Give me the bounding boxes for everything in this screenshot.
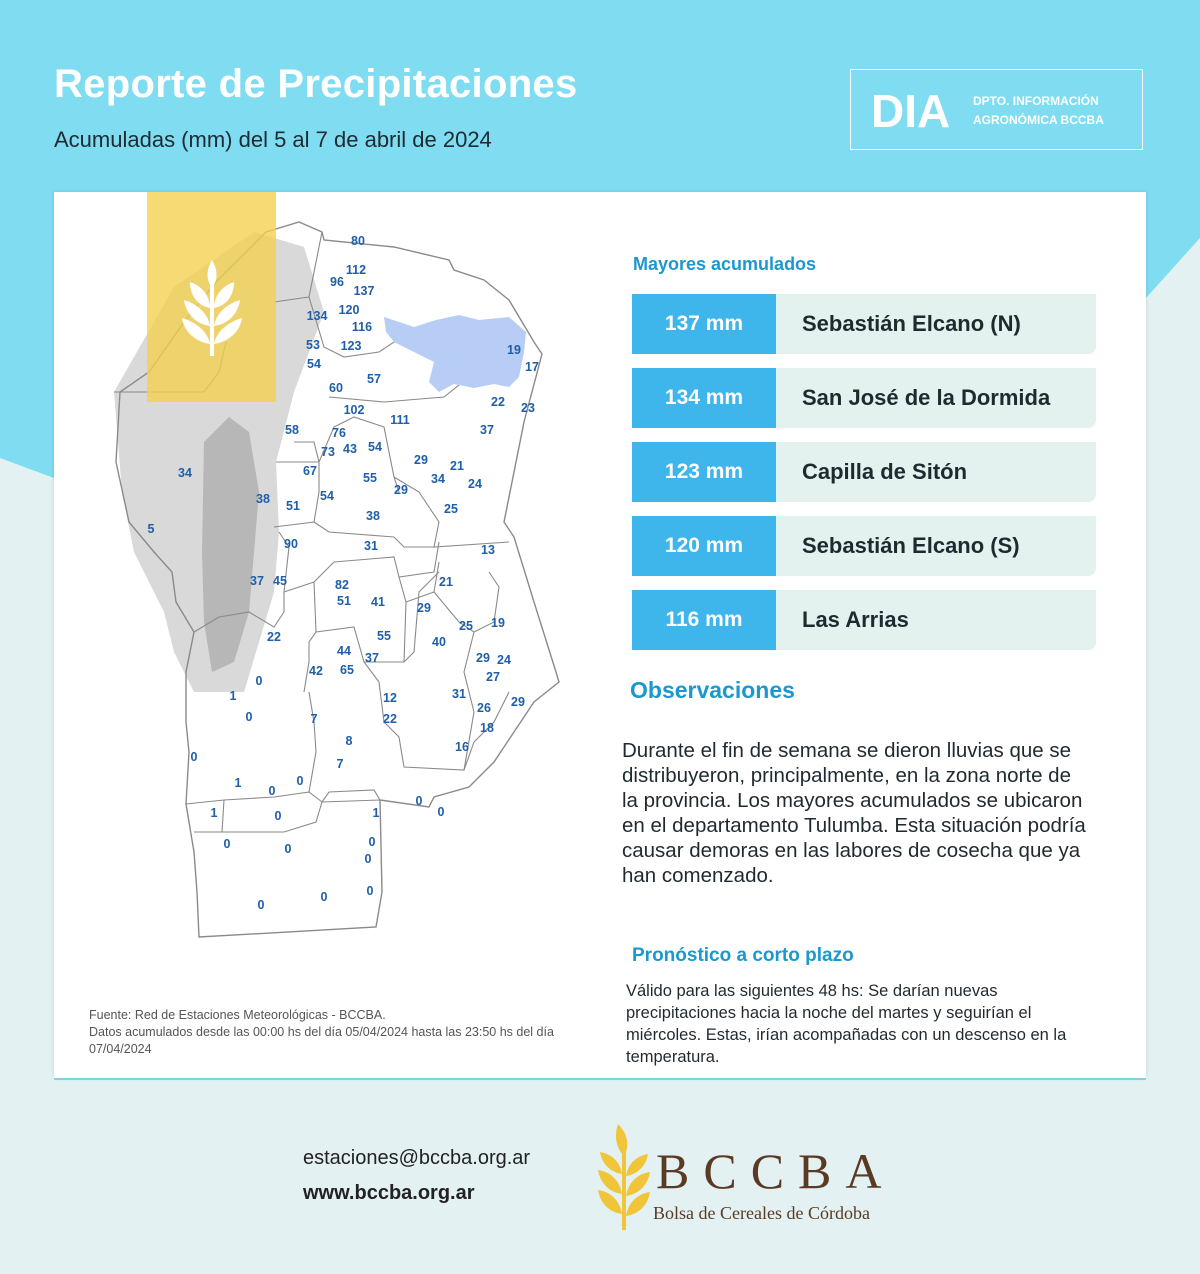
station-value: 80 <box>351 234 365 248</box>
station-value: 23 <box>521 401 535 415</box>
lake-mar-chiquita <box>384 315 526 392</box>
station-value: 1 <box>234 776 242 790</box>
station-value: 53 <box>306 338 320 352</box>
station-value: 0 <box>296 774 304 788</box>
station-value: 7 <box>336 757 344 771</box>
station-value: 29 <box>476 651 490 665</box>
rank-station-name: Capilla de Sitón <box>802 459 968 484</box>
station-value: 19 <box>491 616 505 630</box>
precipitation-map <box>54 192 614 992</box>
badge-main-text: DIA <box>871 85 951 137</box>
station-value: 55 <box>363 471 377 485</box>
station-value: 37 <box>480 423 494 437</box>
station-value: 51 <box>337 594 351 608</box>
station-value: 90 <box>284 537 298 551</box>
contact-email[interactable]: estaciones@bccba.org.ar <box>303 1147 531 1169</box>
station-value: 0 <box>320 890 328 904</box>
station-value: 0 <box>223 837 231 851</box>
station-value: 21 <box>450 459 464 473</box>
station-value: 120 <box>338 303 360 317</box>
station-value: 12 <box>383 691 397 705</box>
station-value: 1 <box>372 806 380 820</box>
station-value: 60 <box>329 381 343 395</box>
rank-station-name: Sebastián Elcano (N) <box>802 311 1021 336</box>
station-value: 54 <box>320 489 334 503</box>
station-value: 34 <box>178 466 192 480</box>
rank-row <box>632 590 1096 650</box>
observations-text: Durante el fin de semana se dieron lluvias que se distribuyeron, principalmente, en la zona norte de la provincia. Los mayores acumulados se ubicaron en el departamento Tulumba. Esta situación podría causar demoras en las labores de cosecha que ya han comenzado. <box>622 739 1086 887</box>
station-value: 0 <box>364 852 372 866</box>
station-value: 0 <box>190 750 198 764</box>
station-value: 31 <box>364 539 378 553</box>
badge-sub-text: DPTO. INFORMACIÓN AGRONÓMICA BCCBA <box>973 94 1104 127</box>
station-value: 0 <box>368 835 376 849</box>
station-value: 25 <box>444 502 458 516</box>
station-value: 96 <box>330 275 344 289</box>
station-value: 0 <box>245 710 253 724</box>
wheat-logo-icon <box>598 1124 650 1230</box>
observations-heading: Observaciones <box>630 677 795 703</box>
station-value: 43 <box>343 442 357 456</box>
dia-badge <box>850 69 1143 150</box>
station-value: 58 <box>285 423 299 437</box>
forecast-text: Válido para las siguientes 48 hs: Se darían nuevas precipitaciones hacia la noche del martes y seguirían el miércoles. Estas, irían acompañadas con un descenso en la temperatura. <box>626 982 1067 1066</box>
station-value: 34 <box>431 472 445 486</box>
top-accum-heading: Mayores acumulados <box>633 254 817 274</box>
contact-website[interactable]: www.bccba.org.ar <box>303 1182 475 1204</box>
station-value: 24 <box>468 477 482 491</box>
station-value: 134 <box>306 309 328 323</box>
source-line-1: Fuente: Red de Estaciones Meteorológicas - BCCBA. <box>89 1008 386 1022</box>
station-value: 76 <box>332 426 346 440</box>
report-card <box>54 192 1146 1078</box>
station-value: 0 <box>268 784 276 798</box>
station-value: 8 <box>345 734 353 748</box>
station-value: 38 <box>256 492 270 506</box>
forecast-heading: Pronóstico a corto plazo <box>632 945 854 966</box>
source-note <box>89 1007 599 1058</box>
station-value: 42 <box>309 664 323 678</box>
station-value: 29 <box>417 601 431 615</box>
station-value: 0 <box>366 884 374 898</box>
station-value: 31 <box>452 687 466 701</box>
station-value: 22 <box>267 630 281 644</box>
station-value: 123 <box>340 339 362 353</box>
station-value: 29 <box>414 453 428 467</box>
station-value: 26 <box>477 701 491 715</box>
station-value: 0 <box>257 898 265 912</box>
station-value: 0 <box>284 842 292 856</box>
station-value: 37 <box>365 651 379 665</box>
station-value: 13 <box>481 543 495 557</box>
rank-station-name: Sebastián Elcano (S) <box>802 533 1020 558</box>
page-title: Reporte de Precipitaciones <box>54 62 578 106</box>
wheat-icon <box>180 260 244 356</box>
station-value: 137 <box>353 284 375 298</box>
rank-value: 123 mm <box>632 442 776 502</box>
rank-station-name: Las Arrias <box>802 607 909 632</box>
station-value: 1 <box>229 689 237 703</box>
station-value: 22 <box>491 395 505 409</box>
station-value: 0 <box>415 794 423 808</box>
rank-row <box>632 442 1096 502</box>
station-value: 21 <box>439 575 453 589</box>
rank-value: 137 mm <box>632 294 776 354</box>
station-value: 54 <box>368 440 382 454</box>
station-value: 45 <box>273 574 287 588</box>
station-value: 51 <box>286 499 300 513</box>
rank-value: 120 mm <box>632 516 776 576</box>
station-value: 112 <box>345 263 367 277</box>
station-value: 54 <box>307 357 321 371</box>
station-value: 5 <box>147 522 155 536</box>
station-value: 73 <box>321 445 335 459</box>
rank-row <box>632 368 1096 428</box>
station-value: 40 <box>432 635 446 649</box>
page-subtitle: Acumuladas (mm) del 5 al 7 de abril de 2024 <box>54 127 492 152</box>
station-value: 82 <box>335 578 349 592</box>
station-value: 29 <box>511 695 525 709</box>
station-value: 19 <box>507 343 521 357</box>
station-value: 37 <box>250 574 264 588</box>
rank-value: 134 mm <box>632 368 776 428</box>
station-value: 44 <box>337 644 351 658</box>
bccba-logo-subtitle: Bolsa de Cereales de Córdoba <box>653 1203 870 1223</box>
station-value: 55 <box>377 629 391 643</box>
rank-value: 116 mm <box>632 590 776 650</box>
station-value: 17 <box>525 360 539 374</box>
bccba-logo-text: BCCBA <box>656 1143 896 1199</box>
source-line-2: Datos acumulados desde las 00:00 hs del día 05/04/2024 hasta las 23:50 hs del día 07/04/2024 <box>89 1025 554 1056</box>
rank-station-name: San José de la Dormida <box>802 385 1051 410</box>
station-value: 29 <box>394 483 408 497</box>
station-value: 0 <box>437 805 445 819</box>
rank-row <box>632 516 1096 576</box>
station-value: 27 <box>486 670 500 684</box>
station-value: 116 <box>351 320 373 334</box>
station-value: 0 <box>255 674 263 688</box>
station-value: 57 <box>367 372 381 386</box>
station-value: 111 <box>390 413 410 427</box>
station-value: 18 <box>480 721 494 735</box>
station-value: 41 <box>371 595 385 609</box>
station-value: 67 <box>303 464 317 478</box>
rank-row <box>632 294 1096 354</box>
station-value: 25 <box>459 619 473 633</box>
station-value: 24 <box>497 653 511 667</box>
station-value: 16 <box>455 740 469 754</box>
wheat-overlay <box>147 192 276 402</box>
station-value: 1 <box>210 806 218 820</box>
station-value: 0 <box>274 809 282 823</box>
station-value: 65 <box>340 663 354 677</box>
station-value: 22 <box>383 712 397 726</box>
station-value: 7 <box>310 712 318 726</box>
station-value: 38 <box>366 509 380 523</box>
station-value: 102 <box>343 403 365 417</box>
